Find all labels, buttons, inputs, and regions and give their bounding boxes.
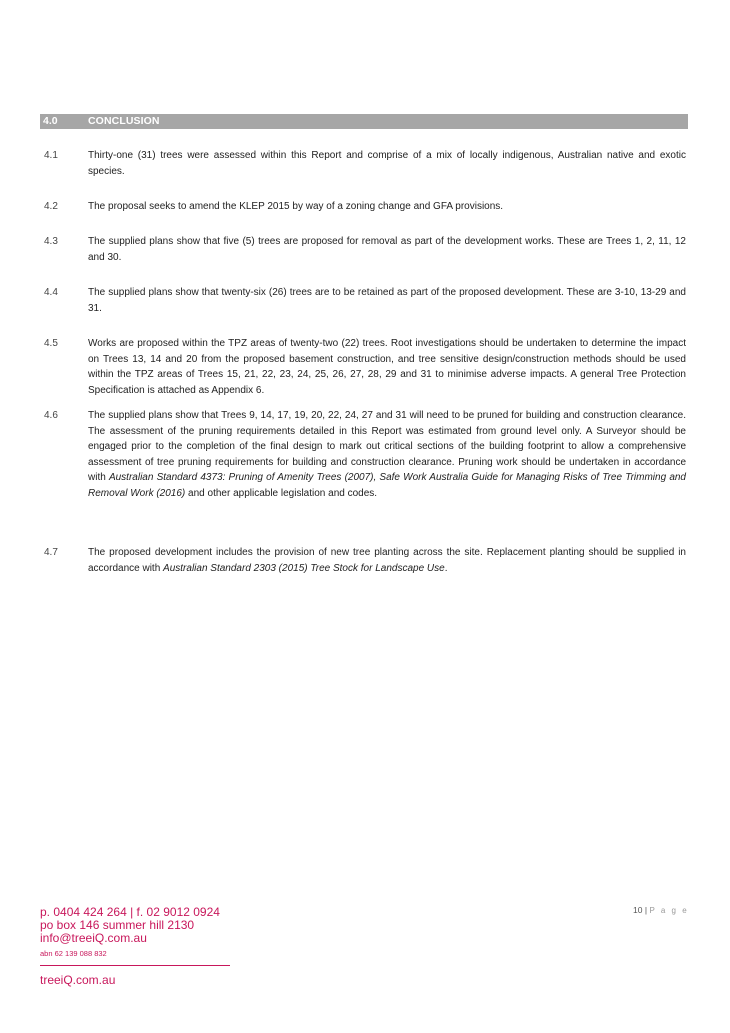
page-number (633, 905, 689, 915)
footer-address: po box 146 summer hill 2130 (40, 918, 195, 932)
paragraph-text (88, 408, 686, 501)
paragraph-number: 4.3 (44, 236, 58, 247)
section-number: 4.0 (43, 115, 58, 127)
paragraph-text: The supplied plans show that five (5) trees are proposed for removal as part of the development works. These are Trees 1, 2, 11, 12 and 30. (88, 236, 686, 263)
paragraph-text (88, 545, 686, 576)
footer-phone: p. 0404 424 264 | f. 02 9012 0924 (40, 905, 220, 919)
paragraph-text-part: and other applicable legislation and codes. (185, 487, 378, 499)
paragraph-number: 4.6 (44, 410, 58, 421)
paragraph-number: 4.4 (44, 287, 58, 298)
paragraph-text: The supplied plans show that twenty-six (26) trees are to be retained as part of the proposed development. These are 3-10, 13-29 and 31. (88, 287, 686, 314)
page-label: P a g e (649, 906, 689, 915)
section-title: CONCLUSION (88, 115, 160, 127)
footer-divider (40, 965, 230, 966)
page-separator: | (644, 905, 648, 915)
paragraph-4-7 (40, 545, 686, 576)
paragraph-text: Works are proposed within the TPZ areas of twenty-two (22) trees. Root investigations should be undertaken to determine the impact on Trees 13, 14 and 20 from the proposed basement construction, and tree sensitive design/construction methods should be used within the TPZ areas of Trees 15, 21, 22, 23, 24, 25, 26, 27, 28, 29 and 31 to minimise adverse impacts. A general Tree Protection Specification is attached as Appendix 6. (88, 338, 686, 396)
standard-citation: Australian Standard 2303 (2015) Tree Stock for Landscape Use (163, 562, 445, 574)
paragraph-number: 4.1 (44, 150, 58, 161)
standard-citation: Australian Standard 4373: Pruning of Amenity Trees (2007), Safe Work Australia Guide for Managing Risks of Tree Trimming and Removal Work (2016) (88, 472, 686, 499)
paragraph-number: 4.5 (44, 338, 58, 349)
footer-abn: abn 62 139 088 832 (40, 949, 107, 958)
footer-contact (40, 906, 220, 959)
paragraph-4-4 (40, 285, 686, 316)
paragraph-text-part: The proposed development includes the provision of new tree planting across the site. Replacement planting should be supplied in accordance with (88, 547, 686, 574)
page-number-value: 10 (633, 905, 643, 915)
paragraph-number: 4.2 (44, 201, 58, 212)
paragraph-number: 4.7 (44, 547, 58, 558)
paragraph-4-1 (40, 148, 686, 179)
paragraph-4-2 (40, 199, 686, 215)
footer-website[interactable]: treeiQ.com.au (40, 973, 116, 987)
section-header-bar (40, 114, 688, 129)
paragraph-text-part: The supplied plans show that Trees 9, 14, 17, 19, 20, 22, 24, 27 and 31 will need to be pruned for building and construction clearance. The assessment of the pruning requirements detailed in this Report was estimated from ground level only. A Surveyor should be engaged prior to the completion of the final design to mark out critical sections of the building footprint to allow a comprehensive assessment of tree pruning requirements for building and construction clearance. Pruning work should be undertaken in accordance with (88, 410, 686, 483)
footer-email[interactable]: info@treeiQ.com.au (40, 931, 147, 945)
paragraph-4-6 (40, 408, 686, 501)
paragraph-text: Thirty-one (31) trees were assessed within this Report and comprise of a mix of locally indigenous, Australian native and exotic species. (88, 150, 686, 177)
paragraph-text: The proposal seeks to amend the KLEP 2015 by way of a zoning change and GFA provisions. (88, 201, 504, 212)
paragraph-4-5 (40, 336, 686, 398)
paragraph-4-3 (40, 234, 686, 265)
paragraph-text-part: . (444, 562, 448, 574)
